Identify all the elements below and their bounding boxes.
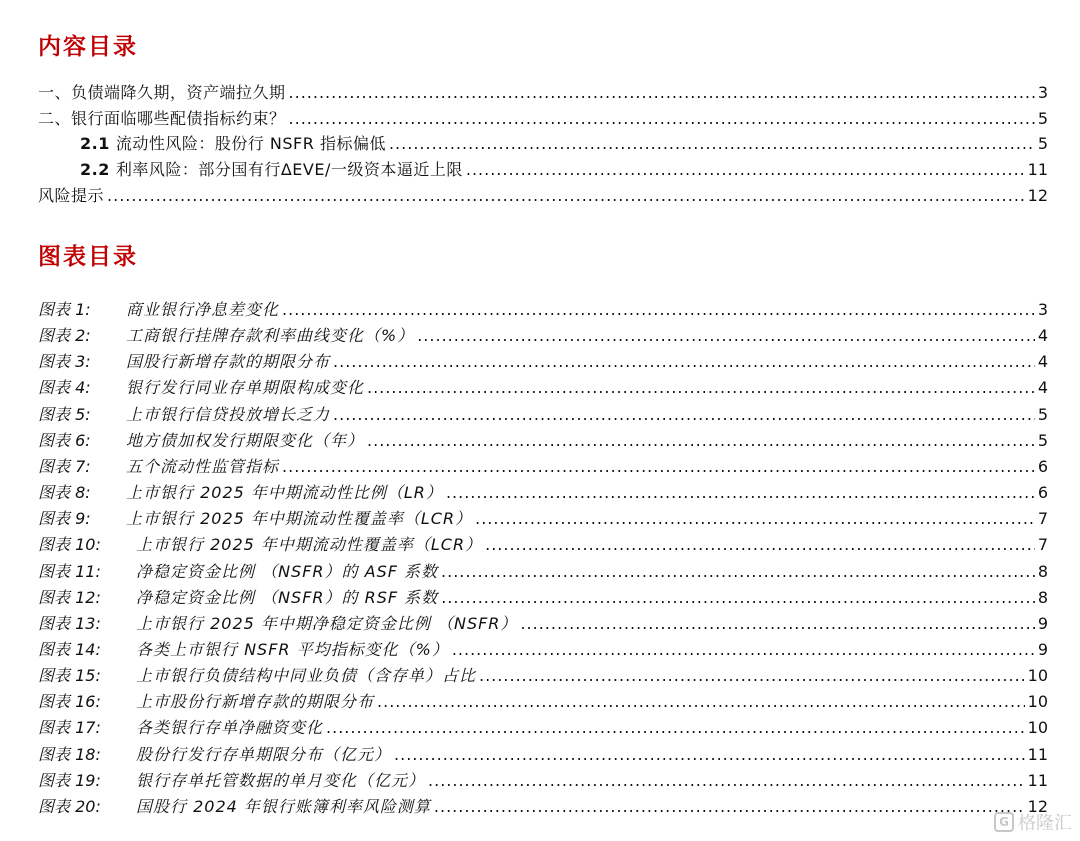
figure-title: 各类银行存单净融资变化	[136, 718, 324, 737]
figure-title: 股份行发行存单期限分布（亿元）	[136, 745, 392, 764]
figure-entry[interactable]	[38, 351, 1048, 373]
dot-leader	[107, 185, 1025, 207]
figure-page: 7	[1037, 535, 1048, 554]
dot-leader	[282, 299, 1035, 321]
dot-leader	[377, 691, 1025, 713]
figure-number: 图表 17:	[38, 718, 101, 737]
figure-title: 上市股份行新增存款的期限分布	[136, 692, 375, 711]
figure-title: 地方债加权发行期限变化（年）	[126, 431, 365, 450]
figure-number: 图表 12:	[38, 588, 101, 607]
figure-page: 11	[1027, 745, 1048, 764]
dot-leader	[333, 404, 1035, 426]
figure-number: 图表 16:	[38, 692, 101, 711]
figure-number: 图表 1:	[38, 300, 91, 319]
figure-number: 图表 5:	[38, 405, 91, 424]
figure-number: 图表 10:	[38, 535, 101, 554]
figure-title: 国股行新增存款的期限分布	[126, 352, 331, 371]
toc-entry[interactable]	[38, 82, 1048, 104]
figure-number: 图表 19:	[38, 771, 101, 790]
figure-entry[interactable]	[38, 744, 1048, 766]
figure-entry[interactable]	[38, 377, 1048, 399]
figure-number: 图表 9:	[38, 509, 91, 528]
figure-page: 6	[1037, 483, 1048, 502]
figure-entry[interactable]	[38, 299, 1048, 321]
figure-page: 8	[1037, 588, 1048, 607]
figure-title: 净稳定资金比例 （NSFR）的 ASF 系数	[136, 562, 439, 581]
figure-page: 7	[1037, 509, 1048, 528]
dot-leader	[441, 587, 1035, 609]
contents-title: 内容目录	[38, 33, 138, 60]
figure-entry[interactable]	[38, 456, 1048, 478]
toc-entry-label: 2.2 利率风险：部分国有行ΔEVE/一级资本逼近上限	[80, 160, 463, 179]
figure-entry[interactable]	[38, 404, 1048, 426]
dot-leader	[434, 796, 1025, 818]
figure-entry[interactable]	[38, 639, 1048, 661]
dot-leader	[485, 534, 1035, 556]
toc-entry[interactable]	[38, 108, 1048, 130]
figure-entry[interactable]	[38, 770, 1048, 792]
dot-leader	[394, 744, 1025, 766]
figure-number: 图表 13:	[38, 614, 101, 633]
figure-entry[interactable]	[38, 430, 1048, 452]
watermark-logo-icon: G	[994, 812, 1014, 832]
figure-entry[interactable]	[38, 482, 1048, 504]
toc-entry-label: 风险提示	[38, 186, 105, 205]
figure-title: 工商银行挂牌存款利率曲线变化（%）	[126, 326, 415, 345]
dot-leader	[282, 456, 1035, 478]
figure-title: 上市银行 2025 年中期净稳定资金比例 （NSFR）	[136, 614, 518, 633]
figure-title: 净稳定资金比例 （NSFR）的 RSF 系数	[136, 588, 439, 607]
dot-leader	[428, 770, 1025, 792]
figure-title: 上市银行 2025 年中期流动性覆盖率（LCR）	[126, 509, 473, 528]
figure-page: 6	[1037, 457, 1048, 476]
dot-leader	[466, 159, 1025, 181]
toc-entry-page: 5	[1037, 134, 1048, 153]
toc-subentry[interactable]	[80, 133, 1048, 155]
dot-leader	[452, 639, 1035, 661]
figure-title: 商业银行净息差变化	[126, 300, 280, 319]
figure-page: 8	[1037, 562, 1048, 581]
dot-leader	[479, 665, 1025, 687]
figure-title: 国股行 2024 年银行账簿利率风险测算	[136, 797, 431, 816]
figure-page: 3	[1037, 300, 1048, 319]
figure-page: 9	[1037, 614, 1048, 633]
figure-number: 图表 11:	[38, 562, 101, 581]
watermark	[994, 809, 1072, 835]
figure-title: 上市银行信贷投放增长乏力	[126, 405, 331, 424]
figure-title: 上市银行负债结构中同业负债（含存单）占比	[136, 666, 477, 685]
figure-number: 图表 4:	[38, 378, 91, 397]
figure-entry[interactable]	[38, 613, 1048, 635]
figure-entry[interactable]	[38, 665, 1048, 687]
figure-entry[interactable]	[38, 691, 1048, 713]
figure-page: 9	[1037, 640, 1048, 659]
figure-page: 10	[1027, 718, 1048, 737]
figure-page: 5	[1037, 431, 1048, 450]
toc-entry-label: 二、银行面临哪些配债指标约束？	[38, 109, 286, 128]
figure-number: 图表 18:	[38, 745, 101, 764]
figure-page: 4	[1037, 378, 1048, 397]
toc-entry-page: 12	[1027, 186, 1048, 205]
figure-number: 图表 8:	[38, 483, 91, 502]
toc-entry-page: 5	[1037, 109, 1048, 128]
figure-title: 各类上市银行 NSFR 平均指标变化（%）	[136, 640, 449, 659]
dot-leader	[441, 561, 1035, 583]
toc-entry-label: 2.1 流动性风险：股份行 NSFR 指标偏低	[80, 134, 386, 153]
figures-title: 图表目录	[38, 243, 138, 270]
toc-entry-page: 11	[1027, 160, 1048, 179]
figure-number: 图表 2:	[38, 326, 91, 345]
dot-leader	[326, 717, 1025, 739]
figure-page: 4	[1037, 352, 1048, 371]
dot-leader	[446, 482, 1035, 504]
figure-page: 5	[1037, 405, 1048, 424]
figure-title: 五个流动性监管指标	[126, 457, 280, 476]
dot-leader	[389, 133, 1035, 155]
dot-leader	[520, 613, 1034, 635]
figure-entry[interactable]	[38, 796, 1048, 818]
figure-entry[interactable]	[38, 717, 1048, 739]
figure-entry[interactable]	[38, 561, 1048, 583]
toc-entry[interactable]	[38, 185, 1048, 207]
figure-page: 10	[1027, 666, 1048, 685]
figure-entry[interactable]	[38, 534, 1048, 556]
figure-number: 图表 3:	[38, 352, 91, 371]
dot-leader	[475, 508, 1035, 530]
figure-entry[interactable]	[38, 587, 1048, 609]
dot-leader	[367, 377, 1035, 399]
dot-leader	[333, 351, 1035, 373]
figure-number: 图表 15:	[38, 666, 101, 685]
figure-number: 图表 14:	[38, 640, 101, 659]
dot-leader	[289, 108, 1035, 130]
figure-title: 上市银行 2025 年中期流动性覆盖率（LCR）	[136, 535, 483, 554]
figure-title: 银行发行同业存单期限构成变化	[126, 378, 365, 397]
figure-entry[interactable]	[38, 508, 1048, 530]
figure-page: 12	[1027, 797, 1048, 816]
figure-entry[interactable]	[38, 325, 1048, 347]
figure-number: 图表 7:	[38, 457, 91, 476]
toc-subentry[interactable]	[80, 159, 1048, 181]
toc-entry-page: 3	[1037, 83, 1048, 102]
dot-leader	[367, 430, 1035, 452]
watermark-text: 格隆汇	[1018, 813, 1072, 834]
figure-title: 银行存单托管数据的单月变化（亿元）	[136, 771, 426, 790]
figure-number: 图表 20:	[38, 797, 101, 816]
dot-leader	[417, 325, 1035, 347]
figure-page: 11	[1027, 771, 1048, 790]
figure-number: 图表 6:	[38, 431, 91, 450]
toc-entry-label: 一、负债端降久期，资产端拉久期	[38, 83, 286, 102]
figure-title: 上市银行 2025 年中期流动性比例（LR）	[126, 483, 443, 502]
figure-page: 10	[1027, 692, 1048, 711]
figure-page: 4	[1037, 326, 1048, 345]
dot-leader	[289, 82, 1035, 104]
